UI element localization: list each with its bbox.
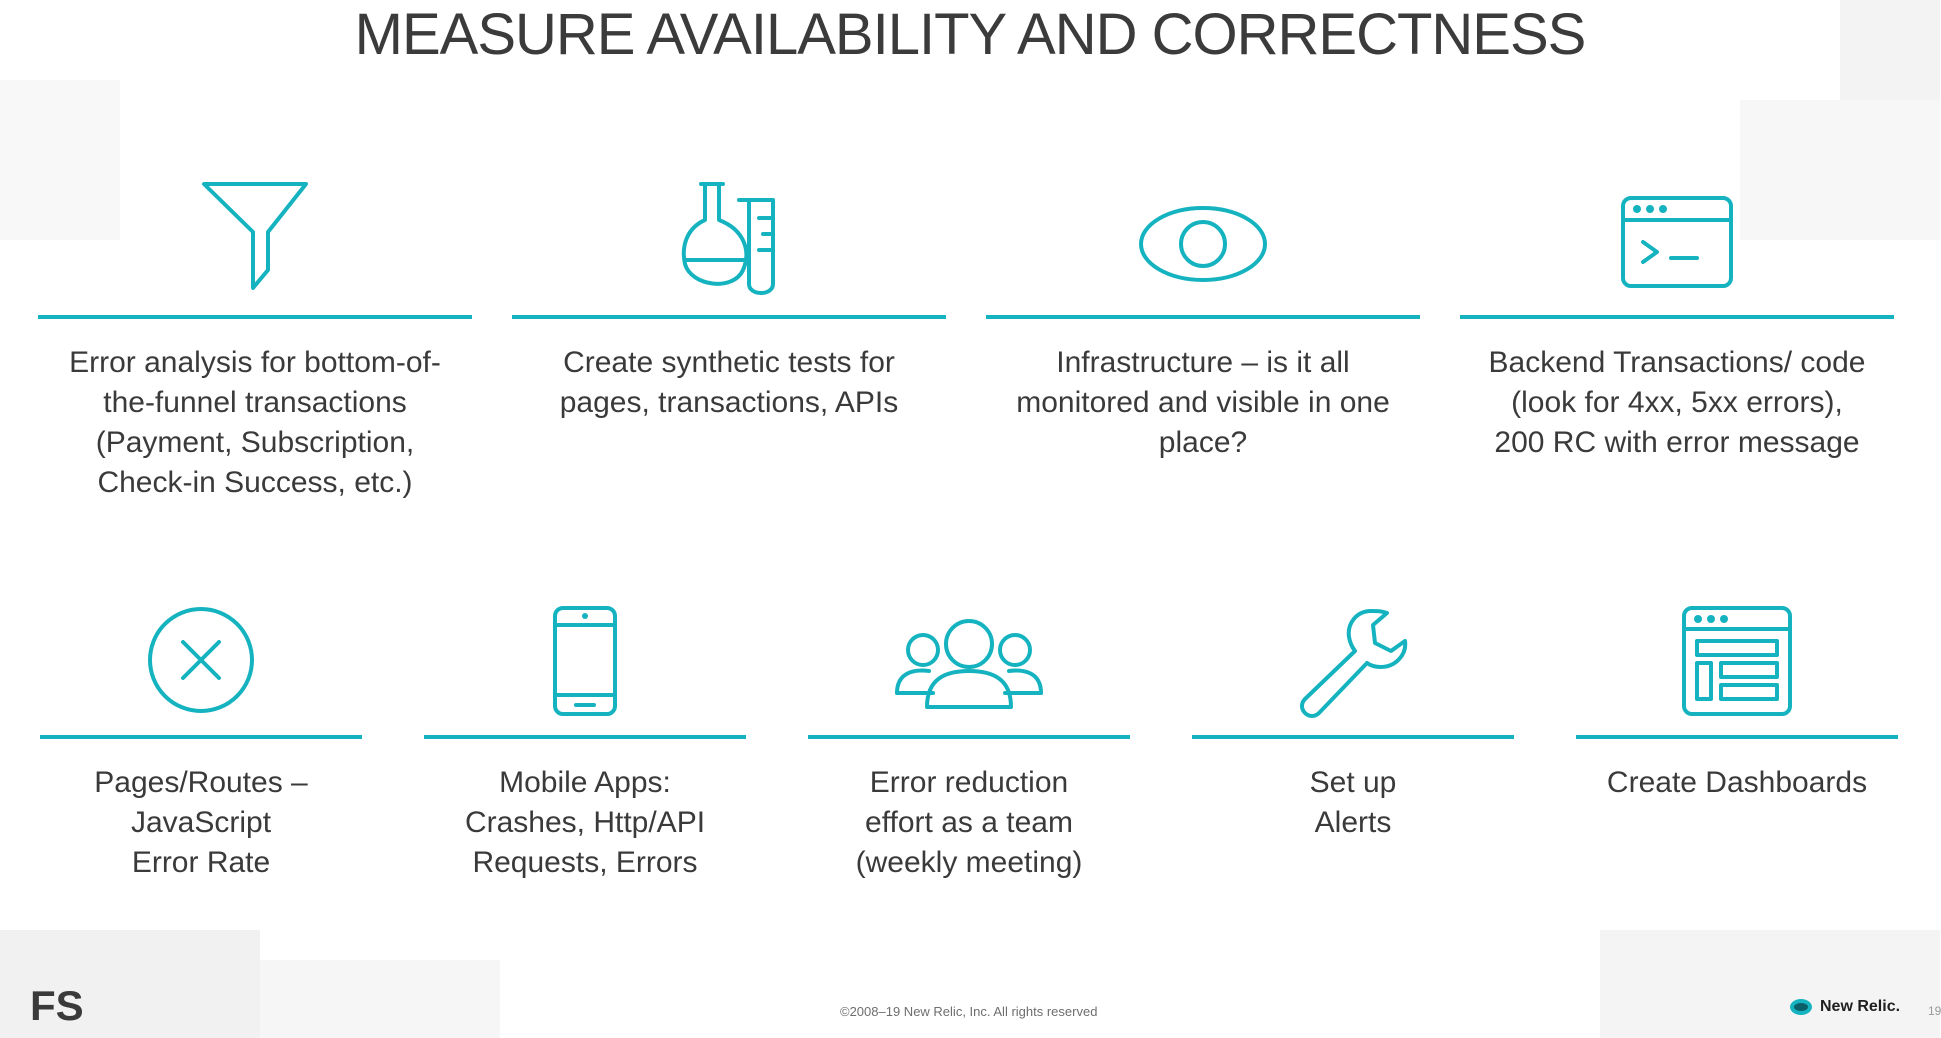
- card-infrastructure: [986, 180, 1420, 480]
- funnel-icon: [38, 180, 472, 295]
- slide-title: MEASURE AVAILABILITY AND CORRECTNESS: [354, 2, 1586, 67]
- card-divider: [512, 315, 946, 319]
- terminal-window-icon: [1460, 196, 1894, 288]
- card-divider: [40, 735, 362, 739]
- page-number: 19: [1928, 1004, 1941, 1018]
- card-error-analysis: [38, 180, 472, 520]
- card-synthetic-tests: [512, 180, 946, 480]
- card-dashboards: [1576, 605, 1898, 905]
- card-text: Mobile Apps: Crashes, Http/API Requests, Errors: [464, 766, 706, 879]
- card-divider: [1192, 735, 1514, 739]
- card-team-effort: [808, 605, 1130, 905]
- card-divider: [424, 735, 746, 739]
- card-text: Pages/Routes – JavaScript Error Rate: [94, 766, 308, 879]
- new-relic-logo-icon: [1790, 999, 1812, 1015]
- x-circle-icon: [40, 605, 362, 715]
- background-tile: [1600, 930, 1940, 1038]
- lab-flask-icon: [512, 180, 946, 300]
- card-divider: [38, 315, 472, 319]
- card-text: Infrastructure – is it all monitored and visible in one place?: [1016, 346, 1390, 459]
- card-text: Backend Transactions/ code (look for 4xx, 5xx errors), 200 RC with error message: [1488, 346, 1866, 459]
- card-divider: [1576, 735, 1898, 739]
- card-text: Set up Alerts: [1309, 766, 1397, 839]
- eye-icon: [986, 204, 1420, 284]
- new-relic-brand: [1790, 998, 1900, 1016]
- card-text: Create synthetic tests for pages, transactions, APIs: [559, 346, 899, 419]
- dashboard-window-icon: [1576, 605, 1898, 717]
- team-icon: [808, 617, 1130, 711]
- wrench-icon: [1192, 605, 1514, 717]
- mobile-phone-icon: [424, 605, 746, 717]
- copyright-text: ©2008–19 New Relic, Inc. All rights reserved: [840, 1004, 1098, 1019]
- card-text: Error reduction effort as a team (weekly meeting): [855, 766, 1083, 879]
- card-alerts: [1192, 605, 1514, 905]
- brand-text: New Relic.: [1820, 998, 1901, 1015]
- card-divider: [1460, 315, 1894, 319]
- card-divider: [808, 735, 1130, 739]
- card-text: Create Dashboards: [1606, 766, 1868, 799]
- fs-logo: FS: [30, 982, 84, 1029]
- card-divider: [986, 315, 1420, 319]
- card-mobile-apps: [424, 605, 746, 905]
- card-javascript-errors: [40, 605, 362, 905]
- card-backend-transactions: [1460, 180, 1894, 480]
- background-tile: [260, 960, 500, 1038]
- card-text: Error analysis for bottom-of- the-funnel transactions (Payment, Subscription, Check-in Success, etc.): [69, 346, 441, 499]
